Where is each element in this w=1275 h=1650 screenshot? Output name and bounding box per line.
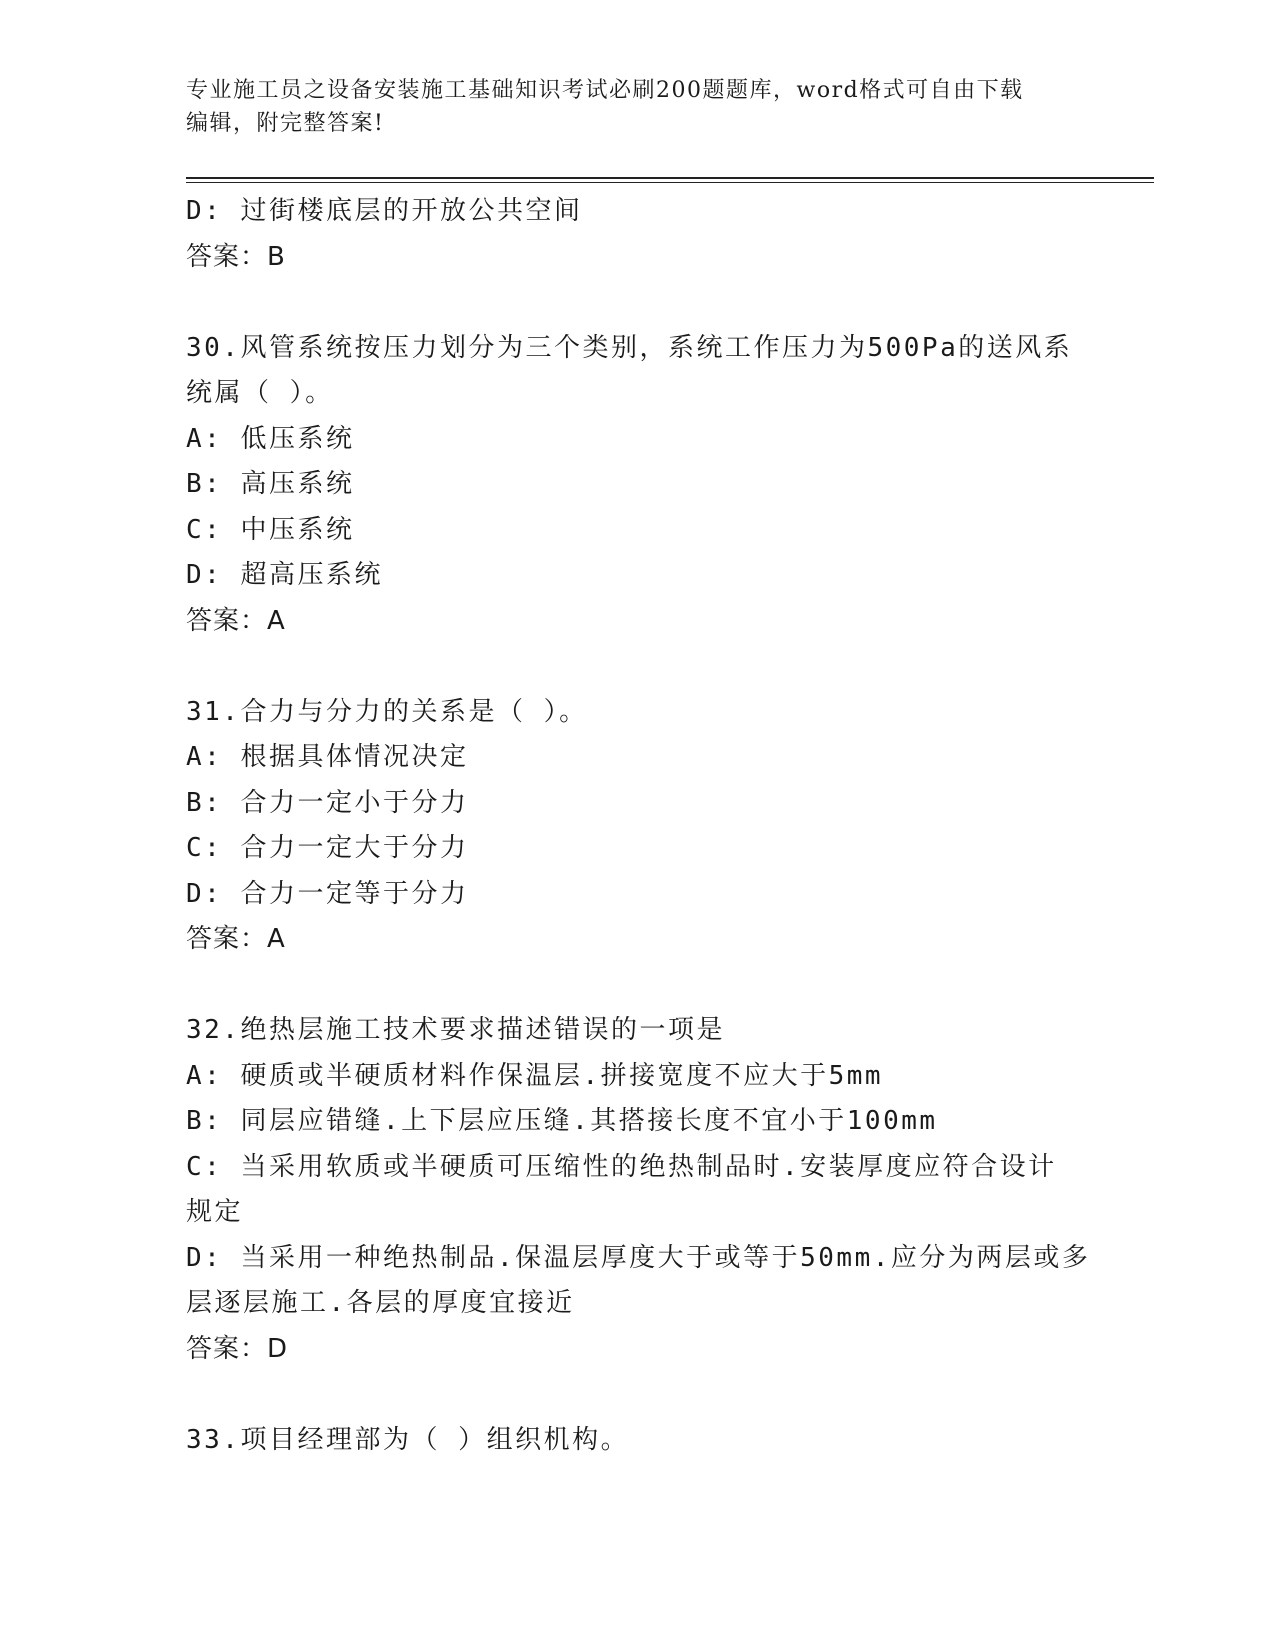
option-a: A: 根据具体情况决定 — [186, 742, 469, 772]
option-d: D: 当采用一种绝热制品.保温层厚度大于或等于50mm.应分为两层或多 — [186, 1242, 1091, 1273]
option-c: C: 当采用软质或半硬质可压缩性的绝热制品时.安装厚度应符合设计 — [186, 1151, 1057, 1182]
question-list — [186, 189, 1136, 1463]
answer-label: 答案：D — [186, 1333, 289, 1364]
previous-question-tail — [186, 189, 1136, 280]
question-stem: 统属（ ）。 — [186, 378, 334, 408]
header-divider-thick — [186, 177, 1154, 179]
option-b: B: 高压系统 — [186, 469, 355, 499]
question-31 — [186, 690, 1136, 963]
option-d: D: 过街楼底层的开放公共空间 — [186, 196, 583, 226]
option-d-continued: 层逐层施工.各层的厚度宜接近 — [186, 1288, 575, 1318]
option-b: B: 合力一定小于分力 — [186, 787, 469, 818]
question-33 — [186, 1418, 1136, 1464]
document-header — [186, 74, 1086, 140]
option-c: C: 合力一定大于分力 — [186, 833, 469, 863]
option-a: A: 硬质或半硬质材料作保温层.拼接宽度不应大于5mm — [186, 1060, 884, 1091]
answer-label: 答案：A — [186, 924, 286, 954]
option-b: B: 同层应错缝.上下层应压缝.其搭接长度不宜小于100mm — [186, 1106, 938, 1136]
header-line-2: 编辑，附完整答案! — [186, 111, 385, 136]
question-stem: 33.项目经理部为（ ）组织机构。 — [186, 1424, 630, 1455]
question-stem: 31.合力与分力的关系是（ ）。 — [186, 696, 588, 727]
answer-label: 答案：B — [186, 241, 286, 272]
option-c: C: 中压系统 — [186, 514, 355, 545]
option-d: D: 合力一定等于分力 — [186, 878, 469, 909]
question-stem: 32.绝热层施工技术要求描述错误的一项是 — [186, 1015, 725, 1045]
option-a: A: 低压系统 — [186, 423, 355, 454]
header-divider-thin — [186, 182, 1154, 183]
question-32 — [186, 1008, 1136, 1372]
question-stem: 30.风管系统按压力划分为三个类别，系统工作压力为500Pa的送风系 — [186, 332, 1073, 363]
question-30 — [186, 326, 1136, 645]
answer-label: 答案：A — [186, 605, 286, 636]
header-line-1: 专业施工员之设备安装施工基础知识考试必刷200题题库，word格式可自由下载 — [186, 78, 1024, 103]
option-c-continued: 规定 — [186, 1197, 244, 1227]
option-d: D: 超高压系统 — [186, 560, 383, 590]
